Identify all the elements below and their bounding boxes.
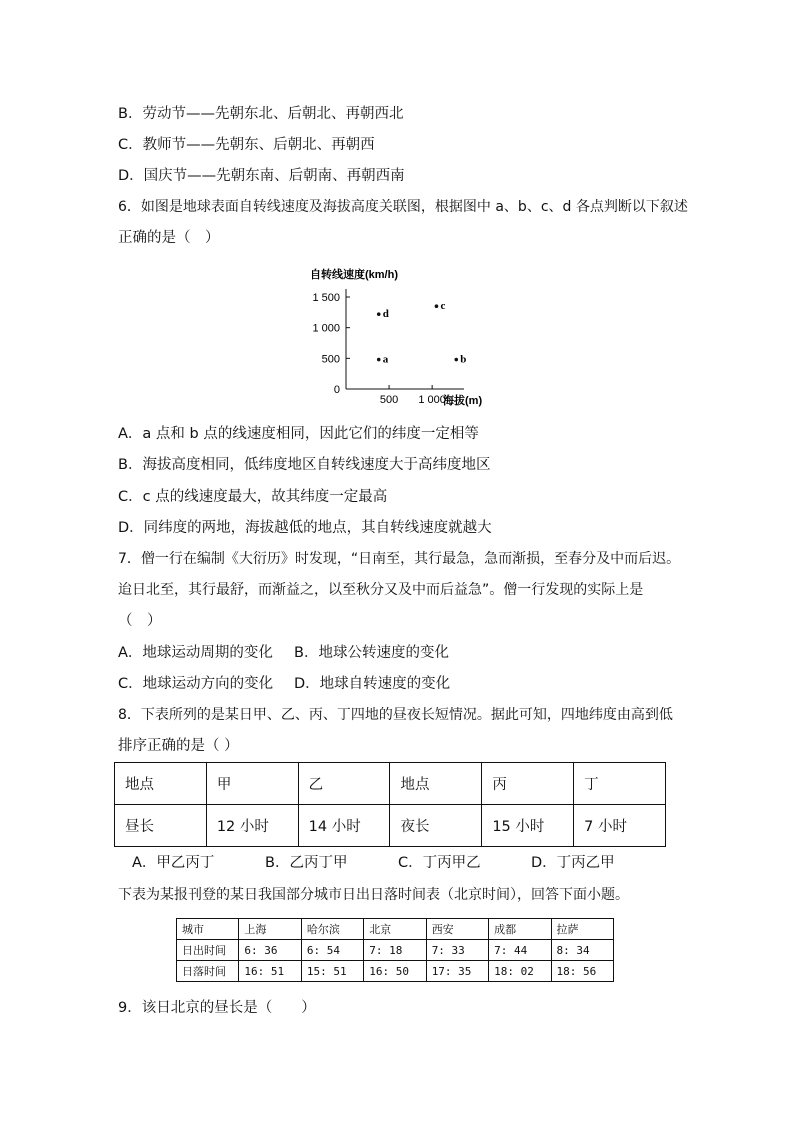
table-cell: 8: 34	[551, 940, 613, 961]
table-cell: 日出时间	[177, 940, 239, 961]
table-cell: 7 小时	[574, 805, 666, 847]
question-7-stem-paren: （ ）	[118, 613, 162, 629]
question-9-stem: 9．该日北京的昼长是（ ）	[118, 1000, 316, 1016]
data-point-label: d	[382, 308, 389, 321]
q6-option-d: D．同纬度的两地，海拔越低的地点，其自转线速度就越大	[118, 520, 492, 536]
table-cell: 7: 33	[426, 940, 488, 961]
data-point	[377, 312, 381, 316]
data-point	[454, 358, 458, 362]
option-d-prev: D．国庆节——先朝东南、后朝南、再朝西南	[118, 168, 405, 184]
q6-option-b: B．海拔高度相同，低纬度地区自转线速度大于高纬度地区	[118, 457, 491, 473]
q7-option-d: D．地球自转速度的变化	[294, 676, 451, 692]
data-point-label: b	[460, 353, 467, 366]
table-cell: 西安	[426, 919, 488, 940]
table-cell: 7: 44	[489, 940, 551, 961]
table-cell: 夜长	[390, 805, 482, 847]
question-6-stem: 6．如图是地球表面自转线速度及海拔高度关联图，根据图中 a、b、c、d 各点判断以下叙述	[118, 199, 688, 215]
scatter-chart	[300, 262, 483, 412]
option-b-prev: B．劳动节——先朝东北、后朝北、再朝西北	[118, 106, 404, 122]
table-row	[177, 940, 614, 961]
table-row	[115, 763, 666, 805]
table-cell: 成都	[489, 919, 551, 940]
daylength-table	[114, 762, 666, 847]
sunrise-sunset-table	[176, 918, 614, 982]
data-point	[377, 358, 381, 362]
q6-option-a: A．a 点和 b 点的线速度相同，因此它们的纬度一定相等	[118, 426, 479, 442]
table-cell: 17: 35	[426, 961, 488, 982]
table-cell: 15 小时	[482, 805, 574, 847]
q8-option-d: D．丁丙乙甲	[531, 855, 615, 871]
data-point-label: a	[382, 353, 389, 366]
table-row	[177, 961, 614, 982]
table-cell: 拉萨	[551, 919, 613, 940]
table-cell: 丁	[574, 763, 666, 805]
table-cell: 地点	[390, 763, 482, 805]
q8-option-b: B．乙丙丁甲	[265, 855, 348, 871]
table-cell: 乙	[298, 763, 390, 805]
q6-option-c: C．c 点的线速度最大，故其纬度一定最高	[118, 489, 388, 505]
y-tick-label: 1 000	[312, 322, 340, 335]
question-8-stem-cont: 排序正确的是（ ）	[118, 738, 239, 754]
table-row	[177, 919, 614, 940]
table-cell: 甲	[206, 763, 298, 805]
table-row	[115, 805, 666, 847]
table-cell: 哈尔滨	[301, 919, 363, 940]
table-cell: 北京	[364, 919, 426, 940]
question-7-stem: 7．僧一行在编制《大衍历》时发现，“日南至，其行最急，急而渐损，至春分及中而后迟。	[118, 551, 681, 567]
x-tick-label: 1 000	[418, 394, 446, 406]
question-9-intro: 下表为某报刊登的某日我国部分城市日出日落时间表（北京时间），回答下面小题。	[118, 887, 629, 903]
data-point-label: c	[440, 300, 446, 313]
table-cell: 6: 54	[301, 940, 363, 961]
table-cell: 地点	[115, 763, 207, 805]
y-tick-label: 1 500	[312, 292, 340, 304]
q7-option-c: C．地球运动方向的变化	[118, 676, 274, 692]
table-cell: 12 小时	[206, 805, 298, 847]
chart-ylabel: 自转线速度(km/h)	[310, 269, 398, 281]
table-cell: 16: 51	[239, 961, 301, 982]
table-cell: 丙	[482, 763, 574, 805]
table-cell: 城市	[177, 919, 239, 940]
q7-option-a: A．地球运动周期的变化	[118, 645, 273, 661]
table-cell: 18: 02	[489, 961, 551, 982]
table-cell: 14 小时	[298, 805, 390, 847]
table-cell: 18: 56	[551, 961, 613, 982]
table-cell: 7: 18	[364, 940, 426, 961]
y-tick-label: 0	[333, 384, 340, 396]
option-c-prev: C．教师节——先朝东、后朝北、再朝西	[118, 137, 375, 153]
data-point	[435, 304, 439, 308]
table-cell: 昼长	[115, 805, 207, 847]
question-7-stem-cont: 迨日北至，其行最舒，而渐益之，以至秋分又及中而后益急”。僧一行发现的实际上是	[118, 582, 644, 598]
chart-xlabel: 海拔(m)	[443, 395, 483, 407]
question-6-stem-cont: 正确的是（ ）	[118, 230, 220, 246]
table-cell: 16: 50	[364, 961, 426, 982]
q8-option-a: A．甲乙丙丁	[132, 855, 215, 871]
x-tick-label: 500	[379, 394, 399, 406]
question-8-stem: 8．下表所列的是某日甲、乙、丙、丁四地的昼夜长短情况。据此可知，四地纬度由高到低	[118, 707, 673, 723]
q8-option-c: C．丁丙甲乙	[398, 855, 481, 871]
table-cell: 日落时间	[177, 961, 239, 982]
y-tick-label: 500	[321, 353, 340, 366]
table-cell: 上海	[239, 919, 301, 940]
table-cell: 6: 36	[239, 940, 301, 961]
q7-option-b: B．地球公转速度的变化	[294, 645, 449, 661]
table-cell: 15: 51	[301, 961, 363, 982]
